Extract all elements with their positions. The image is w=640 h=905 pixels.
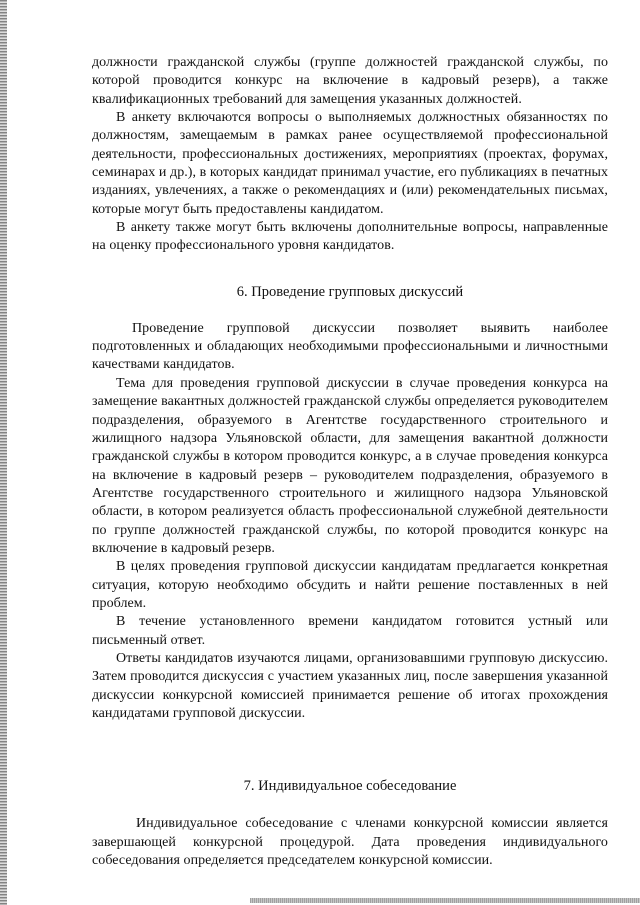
paragraph: Ответы кандидатов изучаются лицами, организовавшими групповую дискуссию. Затем проводится дискуссия с участием указанных лиц, после завершения указанной дискуссии конкурсной комиссией принимается решение об итогах прохождения кандидатами групповой дискуссии.: [92, 650, 608, 721]
paragraph: должности гражданской службы (группе должностей гражданской службы, по которой проводится конкурс на включение в кадровый резерв), а также квалификационных требований для замещения указанных должностей.: [92, 55, 608, 107]
paragraph: Проведение групповой дискуссии позволяет выявить наиболее подготовленных и обладающих необходимыми профессиональными и личностными качествами кандидатов.: [92, 320, 608, 373]
section-6-heading: 6. Проведение групповых дискуссий: [236, 283, 464, 300]
document-page: [92, 54, 608, 870]
paragraph: В анкету включаются вопросы о выполняемых должностных обязанностях по должностям, замещаемым в рамках ранее осуществляемой профессиональной деятельности, профессиональных достижениях, мероприятиях (проектах, форумах, семинарах и др.), в которых кандидат принимал участие, его публикациях в печатных изданиях, увлечениях, а также о рекомендациях и (или) рекомендательных письмах, которые могут быть предоставлены кандидатом.: [92, 110, 608, 217]
scan-bottom-edge: [250, 898, 640, 903]
scan-left-edge: [0, 0, 7, 905]
paragraph: В целях проведения групповой дискуссии кандидатам предлагается конкретная ситуация, которую необходимо обсудить и найти решение поставленных в ней проблем.: [92, 559, 608, 611]
paragraph: В течение установленного времени кандидатом готовится устный или письменный ответ.: [92, 614, 608, 648]
paragraph: Тема для проведения групповой дискуссии в случае проведения конкурса на замещение вакантных должностей гражданской службы определяется руководителем подразделения, образуемого в Агентстве государственного строительного и жилищного надзора Ульяновской области, для замещения вакантной должности гражданской службы в котором проводится конкурс, а в случае проведения конкурса на включение в кадровый резерв – руководителем подразделения, образуемого в Агентстве государственного строительного и жилищного надзора Ульяновской области, в котором реализуется область профессиональной служебной деятельности по группе должностей гражданской службы, по которой проводится конкурс на включение в кадровый резерв.: [92, 375, 608, 556]
paragraph: В анкету также могут быть включены дополнительные вопросы, направленные на оценку профессионального уровня кандидатов.: [92, 220, 608, 254]
paragraph: Индивидуальное собеседование с членами конкурсной комиссии является завершающей конкурсной процедурой. Дата проведения индивидуального собеседования определяется председателем конкурсной комиссии.: [92, 816, 608, 869]
section-7-heading: 7. Индивидуальное собеседование: [243, 778, 457, 795]
